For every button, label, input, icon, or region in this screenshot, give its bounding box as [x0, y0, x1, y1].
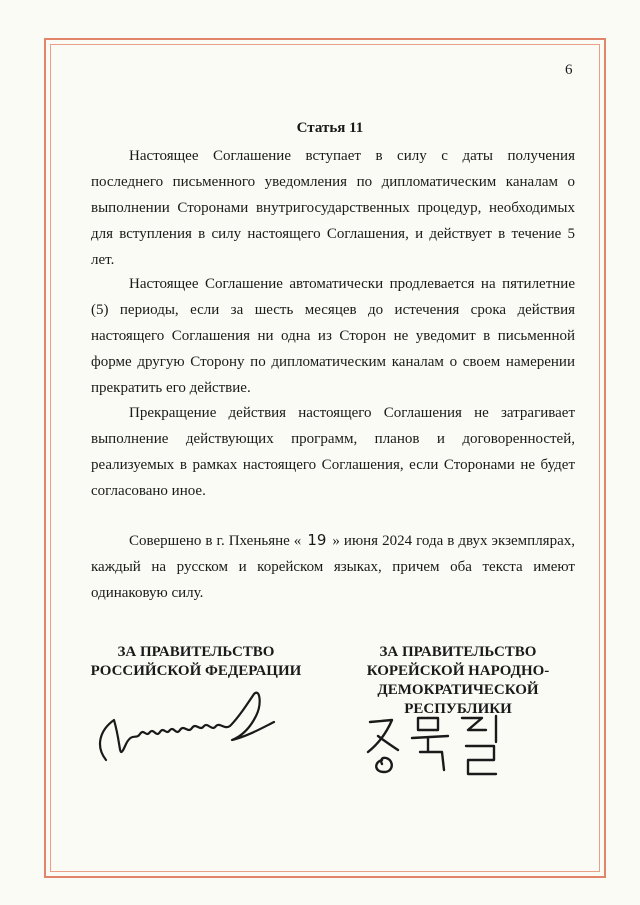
- closing-prefix: Совершено в г. Пхеньяне «: [129, 533, 302, 549]
- signatory-line: ЗА ПРАВИТЕЛЬСТВО: [379, 644, 537, 660]
- paragraph-termination: Прекращение действия настоящего Соглашения не затрагивает выполнение действующих программ, планов и договоренностей, реализуемых в рамках настоящего Соглашения, если Сторонами не будет согласовано иное.: [91, 405, 575, 499]
- closing-paragraph: [91, 527, 575, 606]
- signatory-line: ЗА ПРАВИТЕЛЬСТВО: [117, 644, 275, 660]
- korean-signature: [364, 712, 506, 778]
- article-heading: Статья 11: [296, 120, 364, 136]
- signatory-heading-russia: [86, 643, 306, 681]
- handwritten-day: 19: [307, 531, 327, 549]
- paragraph-renewal: Настоящее Соглашение автоматически продлевается на пятилетние (5) периоды, если за шесть месяцев до истечения срока действия настоящего Соглашения ни одна из Сторон не уведомит в письменной форме другую Сторону по дипломатическим каналам о своем намерении прекратить его действие.: [91, 276, 575, 396]
- signatory-heading-dprk: [338, 643, 578, 719]
- russian-signature: [92, 688, 278, 770]
- page-number: 6: [565, 62, 573, 78]
- signatory-line: РОССИЙСКОЙ ФЕДЕРАЦИИ: [90, 663, 302, 679]
- closing-suffix: » июня 2024 года в двух экземплярах, каждый на русском и корейском языках, причем оба текста имеют одинаковую силу.: [91, 533, 575, 601]
- paragraph-entry-into-force: Настоящее Соглашение вступает в силу с даты получения последнего письменного уведомления по дипломатическим каналам о выполнении Сторонами внутригосударственных процедур, необходимых для вступления в силу настоящего Соглашения, и действует в течение 5 лет.: [91, 148, 575, 268]
- signatory-line: ДЕМОКРАТИЧЕСКОЙ: [377, 682, 539, 698]
- signatory-line: РЕСПУБЛИКИ: [404, 701, 512, 717]
- signatory-line: КОРЕЙСКОЙ НАРОДНО-: [366, 663, 550, 679]
